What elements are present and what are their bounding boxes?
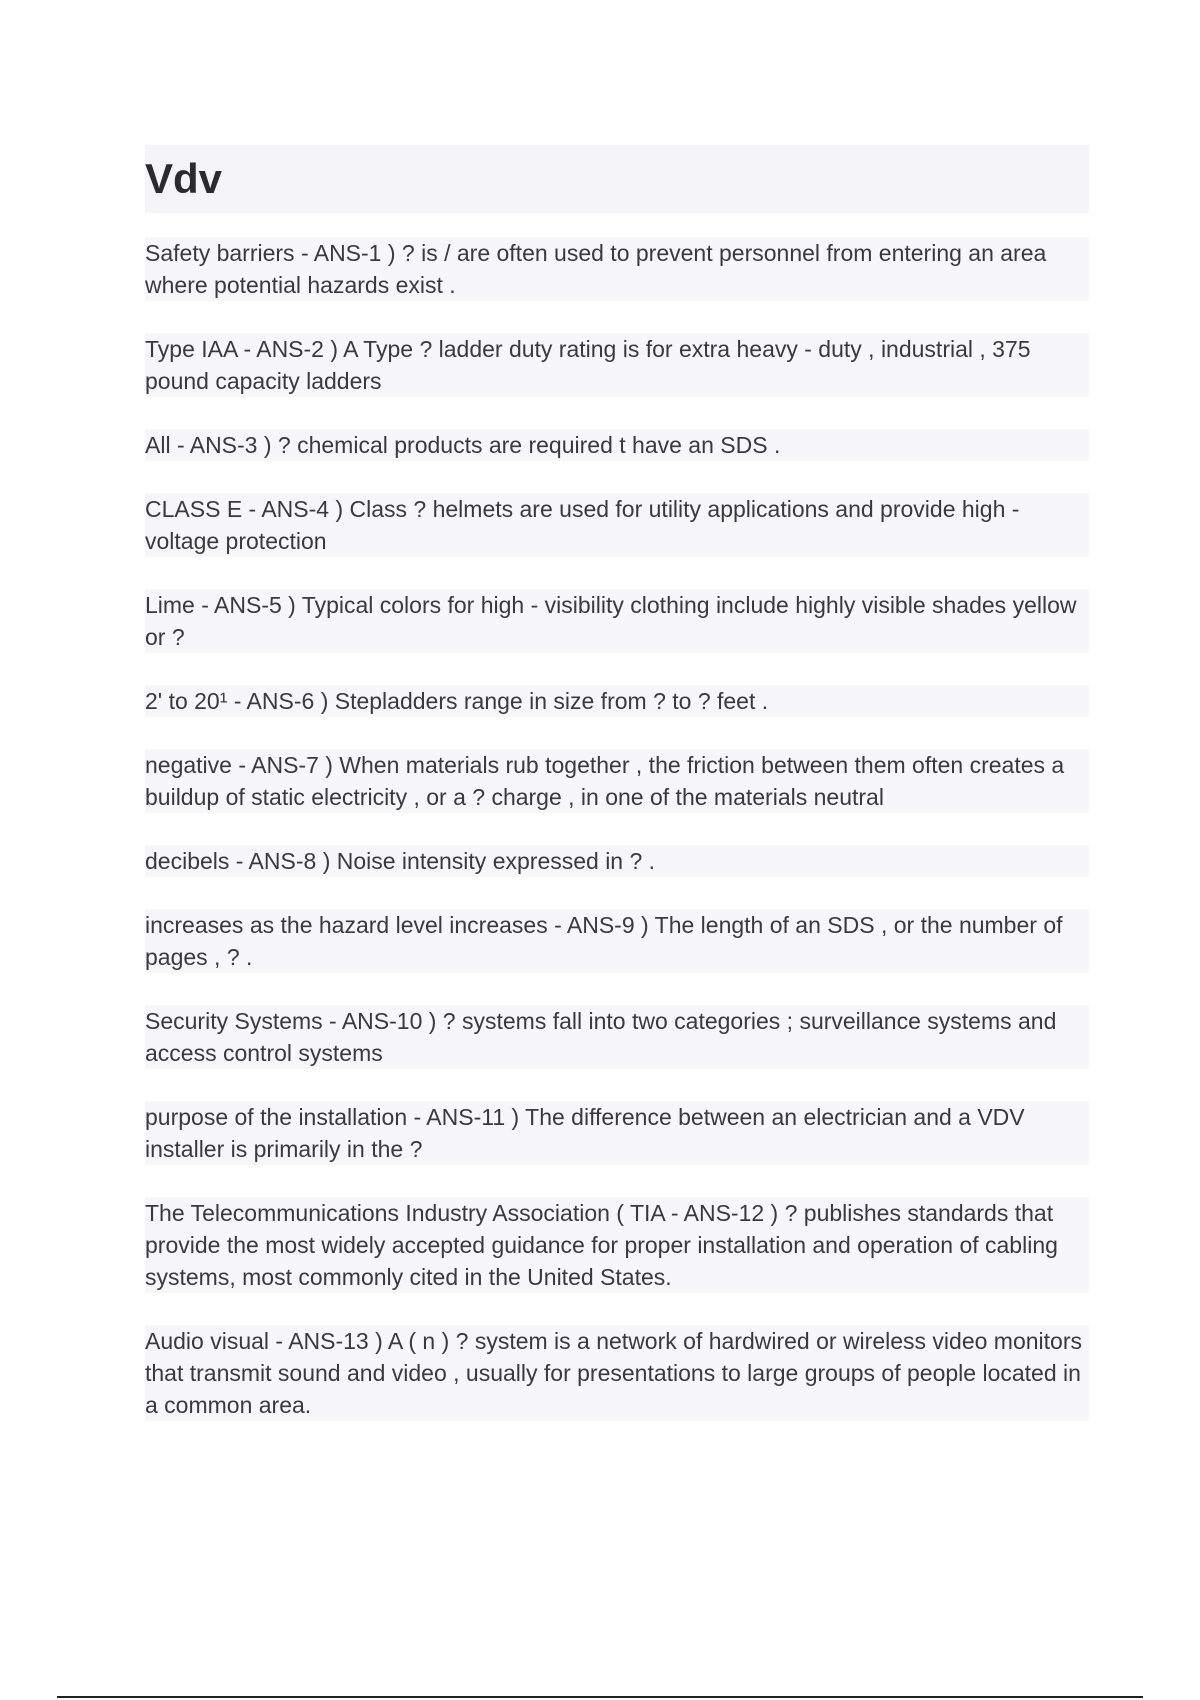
flashcard-entry: The Telecommunications Industry Association ( TIA - ANS-12 ) ? publishes standards that provide the most widely accepted guidance for proper installation and operation of cabling systems, most commonly cited in the United States. <box>145 1197 1089 1293</box>
flashcard-entry: negative - ANS-7 ) When materials rub together , the friction between them often creates a buildup of static electricity , or a ? charge , in one of the materials neutral <box>145 749 1089 813</box>
flashcard-entry: Safety barriers - ANS-1 ) ? is / are often used to prevent personnel from entering an area where potential hazards exist . <box>145 237 1089 301</box>
flashcard-entry: decibels - ANS-8 ) Noise intensity expressed in ? . <box>145 845 1089 877</box>
flashcard-entry: All - ANS-3 ) ? chemical products are required t have an SDS . <box>145 429 1089 461</box>
flashcard-entry: Security Systems - ANS-10 ) ? systems fall into two categories ; surveillance systems and access control systems <box>145 1005 1089 1069</box>
flashcard-entry: CLASS E - ANS-4 ) Class ? helmets are used for utility applications and provide high - voltage protection <box>145 493 1089 557</box>
footer-divider <box>57 1696 1143 1698</box>
flashcard-entry: Type IAA - ANS-2 ) A Type ? ladder duty rating is for extra heavy - duty , industrial , 375 pound capacity ladders <box>145 333 1089 397</box>
document-title: Vdv <box>145 155 223 202</box>
flashcard-entry: increases as the hazard level increases - ANS-9 ) The length of an SDS , or the number of pages , ? . <box>145 909 1089 973</box>
flashcard-entry: Lime - ANS-5 ) Typical colors for high - visibility clothing include highly visible shades yellow or ? <box>145 589 1089 653</box>
title-bar <box>145 145 1089 213</box>
flashcard-entry: purpose of the installation - ANS-11 ) The difference between an electrician and a VDV installer is primarily in the ? <box>145 1101 1089 1165</box>
flashcard-list <box>145 237 1089 1421</box>
flashcard-entry: Audio visual - ANS-13 ) A ( n ) ? system is a network of hardwired or wireless video monitors that transmit sound and video , usually for presentations to large groups of people located in a common area. <box>145 1325 1089 1421</box>
flashcard-entry: 2' to 20¹ - ANS-6 ) Stepladders range in size from ? to ? feet . <box>145 685 1089 717</box>
document-page <box>145 145 1089 1453</box>
